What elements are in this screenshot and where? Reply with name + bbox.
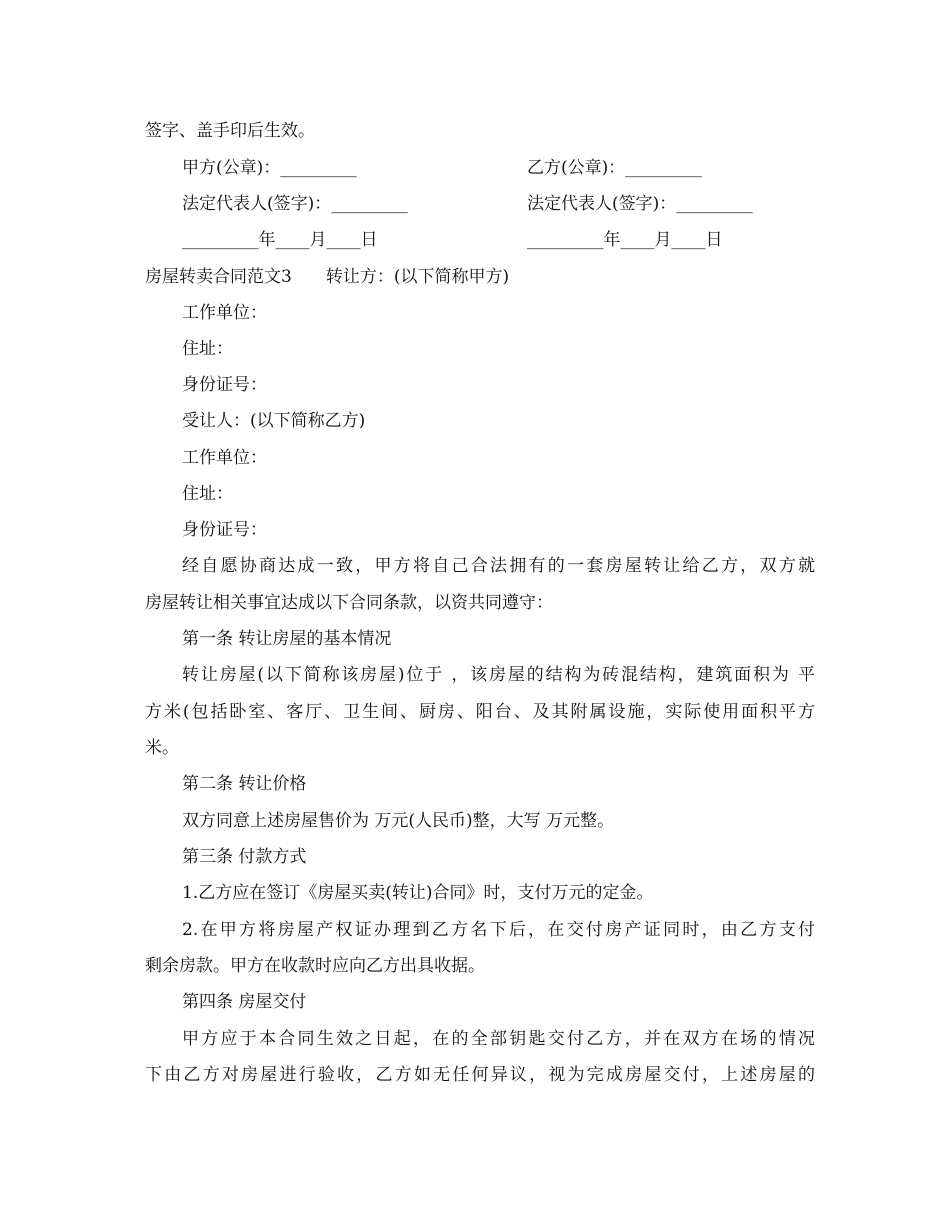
paragraph-line: 双方同意上述房屋售价为 万元(人民币)整，大写 万元整。 — [182, 811, 615, 831]
paragraph-line: 下由乙方对房屋进行验收，乙方如无任何异议，视为完成房屋交付，上述房屋的 — [145, 1065, 815, 1085]
list-item: 1.乙方应在签订《房屋买卖(转让)合同》时，支付万元的定金。 — [182, 883, 654, 903]
party-b-seal-line: 乙方(公章)：_________ — [527, 158, 702, 178]
paragraph-line: 甲方应于本合同生效之日起，在的全部钥匙交付乙方，并在双方在场的情况 — [182, 1029, 815, 1049]
text-line: 身份证号： — [182, 375, 267, 395]
paragraph-line: 转让房屋(以下简称该房屋)位于 ，该房屋的结构为砖混结构，建筑面积为 平 — [182, 665, 815, 685]
paragraph-line: 经自愿协商达成一致，甲方将自己合法拥有的一套房屋转让给乙方，双方就 — [182, 556, 815, 576]
text-line: 受让人：(以下简称乙方) — [182, 411, 366, 431]
article-heading: 第一条 转让房屋的基本情况 — [182, 629, 392, 649]
party-a-representative-line: 法定代表人(签字)：_________ — [182, 194, 408, 214]
paragraph-line: 米。 — [145, 738, 179, 758]
list-item: 2.在甲方将房屋产权证办理到乙方名下后，在交付房产证同时，由乙方支付 — [182, 920, 815, 940]
text-line: 住址： — [182, 339, 233, 359]
text-line: 工作单位： — [182, 448, 267, 468]
article-heading: 第三条 付款方式 — [182, 847, 307, 867]
party-b-date-line: _________年____月____日 — [527, 230, 723, 250]
paragraph-line: 房屋转让相关事宜达成以下合同条款，以资共同遵守： — [145, 593, 553, 613]
text-line: 住址： — [182, 484, 233, 504]
party-a-seal-line: 甲方(公章)：_________ — [182, 158, 357, 178]
text-line: 工作单位： — [182, 303, 267, 323]
text-line: 签字、盖手印后生效。 — [145, 121, 315, 141]
article-heading: 第四条 房屋交付 — [182, 992, 307, 1012]
party-a-date-line: _________年____月____日 — [182, 230, 378, 250]
text-line: 身份证号： — [182, 520, 267, 540]
section-heading: 房屋转卖合同范文3 转让方：(以下简称甲方) — [145, 267, 510, 287]
article-heading: 第二条 转让价格 — [182, 774, 307, 794]
paragraph-line: 方米(包括卧室、客厅、卫生间、厨房、阳台、及其附属设施，实际使用面积平方 — [145, 702, 815, 722]
paragraph-line: 剩余房款。甲方在收款时应向乙方出具收据。 — [145, 956, 485, 976]
party-b-representative-line: 法定代表人(签字)：_________ — [527, 194, 753, 214]
